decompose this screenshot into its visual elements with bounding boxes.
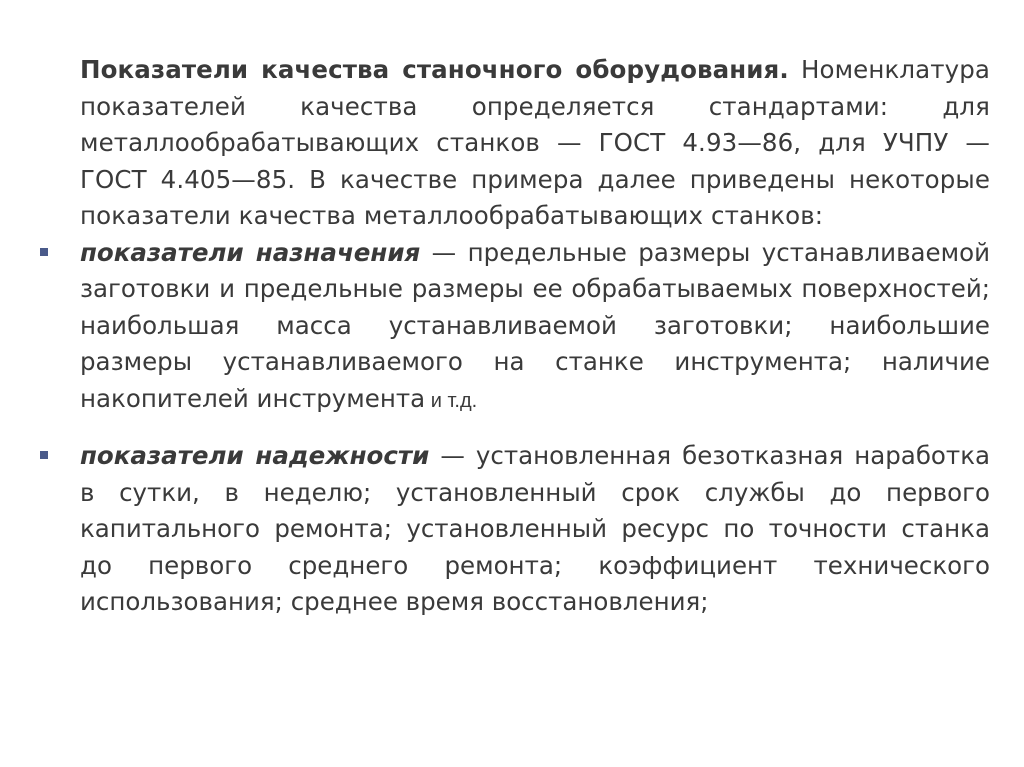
indicator-list (38, 235, 990, 621)
purpose-indicators-suffix: и т.д. (425, 389, 478, 412)
purpose-indicators-term: показатели назначения (80, 237, 421, 267)
reliability-indicators-text: — установленная безотказная наработка в сутки, в неделю; установленный срок службы до первого капитального ремонта; установленный ресурс по точности станка до первого среднего ремонта; коэффициент технического использования; среднее время восстановления; (80, 441, 991, 616)
list-item-reliability-indicators (38, 438, 990, 621)
square-bullet-icon (40, 248, 48, 256)
intro-title: Показатели качества станочного оборудования. (80, 55, 789, 84)
slide-body (38, 52, 990, 621)
intro-paragraph (38, 52, 990, 235)
purpose-indicators-text: — предельные размеры устанавливаемой заготовки и предельные размеры ее обрабатываемых поверхностей; наибольшая масса устанавливаемой заготовки; наибольшие размеры устанавливаемого на станке инструмента; наличие накопителей инструмента (80, 237, 990, 413)
reliability-indicators-term: показатели надежности (80, 441, 430, 470)
square-bullet-icon (40, 451, 48, 459)
intro-text: Номенклатура показателей качества определяется стандартами: для металлообрабатывающих станков — ГОСТ 4.93—86, для УЧПУ — ГОСТ 4.405—85. В качестве примера далее приведены некоторые показатели качества металлообрабатывающих станков: (80, 55, 990, 230)
list-item-purpose-indicators (38, 235, 990, 420)
